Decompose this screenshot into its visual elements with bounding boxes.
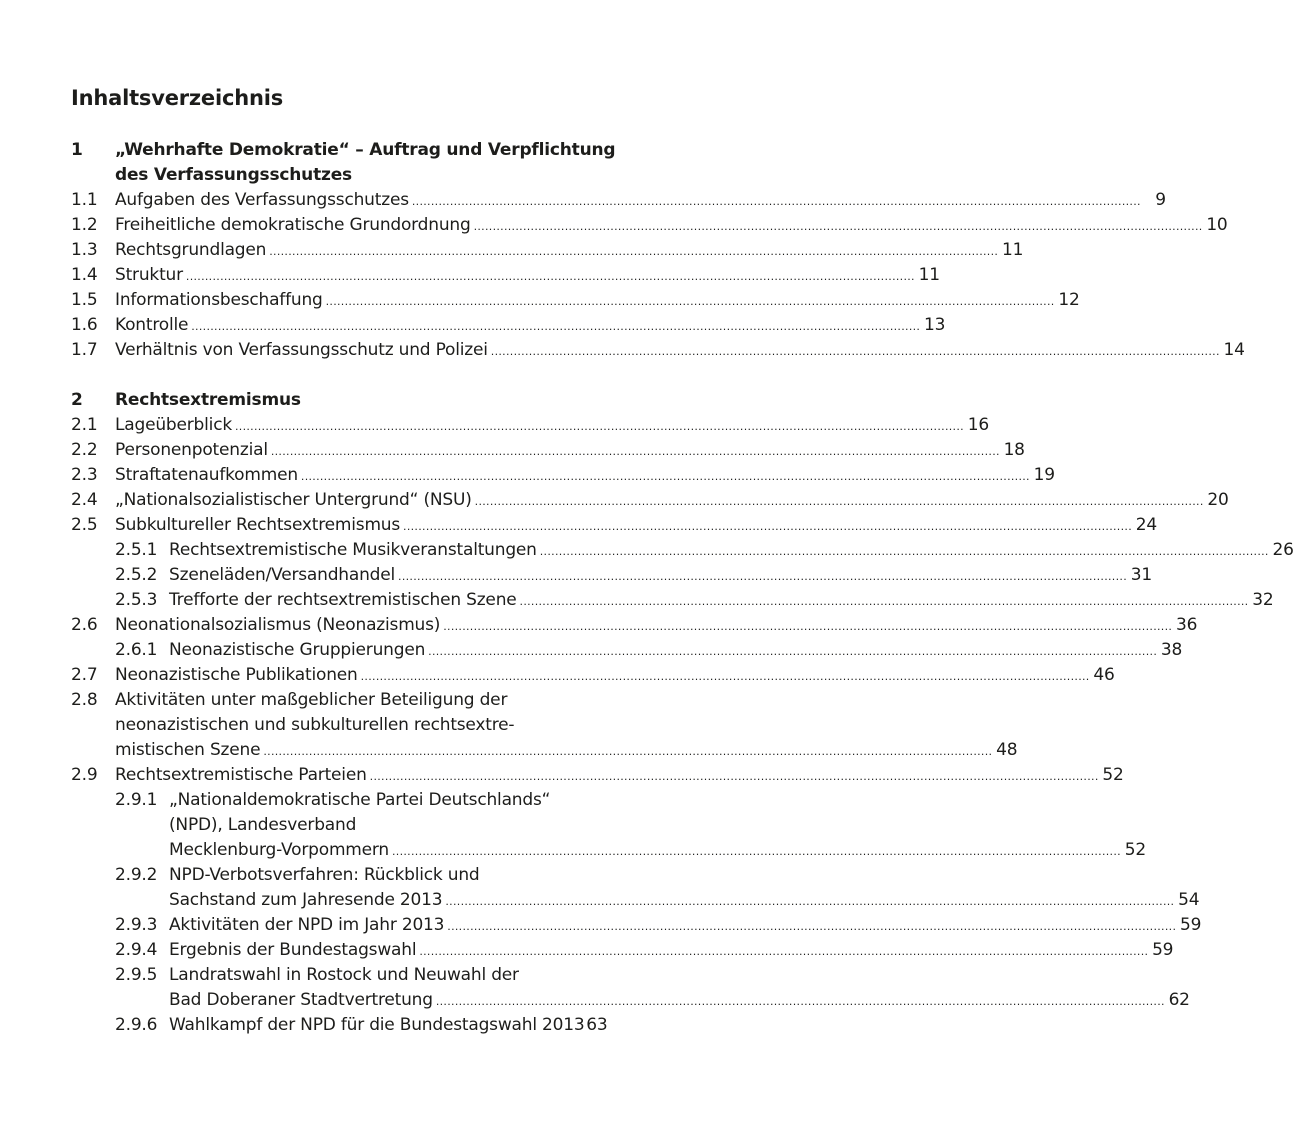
entry-title: Neonationalsozialismus (Neonazismus) — [115, 615, 441, 635]
page-number: 59 — [1180, 915, 1202, 935]
toc-entry[interactable] — [71, 263, 940, 288]
page-number: 59 — [1152, 940, 1174, 960]
entry-number: 1.4 — [71, 265, 98, 285]
entry-title: Ergebnis der Bundestagswahl — [169, 940, 417, 960]
page-number: 16 — [967, 415, 989, 435]
toc-entry[interactable] — [71, 313, 946, 338]
chapter-number: 2 — [71, 390, 83, 410]
page-number: 38 — [1160, 640, 1183, 660]
page-number: 9 — [1155, 190, 1166, 210]
dot-leader — [540, 539, 1269, 564]
entry-title: (NPD), Landesverband — [169, 815, 357, 835]
page-number: 18 — [1003, 440, 1025, 460]
entry-title: Wahlkampf der NPD für die Bundestagswahl 2013 — [169, 1015, 585, 1035]
dot-leader — [436, 989, 1165, 1014]
dot-leader — [191, 314, 920, 339]
toc-entry[interactable] — [71, 238, 1024, 263]
entry-number: 2.9.4 — [115, 940, 158, 960]
toc-entry[interactable] — [71, 613, 1198, 638]
chapter-1-heading-cont — [71, 163, 632, 188]
dot-leader — [475, 489, 1204, 514]
toc-entry[interactable] — [71, 513, 1157, 538]
page-number: 52 — [1124, 840, 1146, 860]
entry-title: Mecklenburg-Vorpommern — [169, 840, 389, 860]
page-number: 13 — [923, 315, 946, 335]
chapter-title: des Verfassungsschutzes — [115, 165, 352, 185]
entry-number: 2.3 — [71, 465, 98, 485]
toc-subentry[interactable] — [71, 538, 1294, 563]
page-number: 11 — [1001, 240, 1024, 260]
entry-number: 2.4 — [71, 490, 98, 510]
chapter-1-heading[interactable] — [71, 138, 632, 163]
dot-leader — [443, 614, 1172, 639]
dot-leader — [419, 939, 1148, 964]
page-number: 46 — [1093, 665, 1115, 685]
toc-entry-cont[interactable] — [71, 738, 1018, 763]
dot-leader — [326, 289, 1055, 314]
dot-leader — [269, 239, 998, 264]
entry-number: 1.1 — [71, 190, 98, 210]
entry-number: 2.5.2 — [115, 565, 158, 585]
entry-title: „Nationalsozialistischer Untergrund“ (NSU) — [115, 490, 472, 510]
entry-number: 2.9.6 — [115, 1015, 158, 1035]
dot-leader — [474, 214, 1203, 239]
toc-entry-cont — [71, 713, 632, 738]
entry-title: neonazistischen und subkulturellen rechtsextre- — [115, 715, 515, 735]
page-number: 63 — [586, 1015, 608, 1035]
toc-subentry-cont — [71, 813, 632, 838]
page-number: 10 — [1206, 215, 1228, 235]
entry-title: Aktivitäten der NPD im Jahr 2013 — [169, 915, 445, 935]
entry-title: NPD-Verbotsverfahren: Rückblick und — [169, 865, 480, 885]
toc-subentry-cont[interactable] — [71, 888, 1200, 913]
entry-title: Neonazistische Gruppierungen — [169, 640, 426, 660]
entry-title: Sachstand zum Jahresende 2013 — [169, 890, 443, 910]
page-number: 20 — [1207, 490, 1229, 510]
entry-title: Subkultureller Rechtsextremismus — [115, 515, 401, 535]
page-number: 31 — [1130, 565, 1152, 585]
entry-number: 2.7 — [71, 665, 98, 685]
entry-title: Aktivitäten unter maßgeblicher Beteiligung der — [115, 690, 508, 710]
dot-leader — [235, 414, 964, 439]
entry-title: Rechtsgrundlagen — [115, 240, 267, 260]
entry-number: 2.9.1 — [115, 790, 158, 810]
toc-subentry[interactable] — [71, 1013, 632, 1038]
toc-subentry-cont[interactable] — [71, 838, 1146, 863]
toc-entry[interactable] — [71, 338, 1245, 363]
entry-title: Straftatenaufkommen — [115, 465, 298, 485]
entry-number: 2.9.3 — [115, 915, 158, 935]
dot-leader — [428, 639, 1157, 664]
page-number: 24 — [1135, 515, 1157, 535]
toc-subentry[interactable] — [71, 938, 1174, 963]
toc-subentry-cont[interactable] — [71, 988, 1190, 1013]
entry-number: 1.7 — [71, 340, 98, 360]
toc-subentry[interactable] — [71, 638, 1183, 663]
page-number: 62 — [1168, 990, 1190, 1010]
entry-title: Personenpotenzial — [115, 440, 268, 460]
toc-entry[interactable] — [71, 463, 1055, 488]
entry-title: Lageüberblick — [115, 415, 232, 435]
page-number: 48 — [996, 740, 1018, 760]
toc-entry[interactable] — [71, 438, 1025, 463]
dot-leader — [361, 664, 1090, 689]
chapter-number: 1 — [71, 140, 83, 160]
toc-entry[interactable] — [71, 288, 1080, 313]
page-number: 19 — [1033, 465, 1055, 485]
entry-title: Rechtsextremistische Parteien — [115, 765, 367, 785]
entry-number: 2.9 — [71, 765, 98, 785]
dot-leader — [301, 464, 1030, 489]
entry-number: 2.6.1 — [115, 640, 158, 660]
entry-title: „Nationaldemokratische Partei Deutschlands“ — [169, 790, 551, 810]
entry-number: 1.5 — [71, 290, 98, 310]
toc-entry[interactable] — [71, 763, 1124, 788]
entry-title: Bad Doberaner Stadtvertretung — [169, 990, 433, 1010]
entry-number: 1.3 — [71, 240, 98, 260]
entry-title: Trefforte der rechtsextremistischen Szene — [169, 590, 517, 610]
entry-title: Neonazistische Publikationen — [115, 665, 358, 685]
entry-title: Informationsbeschaffung — [115, 290, 323, 310]
table-of-contents — [71, 138, 1294, 1038]
page-title: Inhaltsverzeichnis — [71, 86, 284, 110]
toc-entry[interactable] — [71, 488, 1229, 513]
page-number: 11 — [918, 265, 940, 285]
page-number: 26 — [1272, 540, 1294, 560]
entry-title: Kontrolle — [115, 315, 189, 335]
chapter-2-heading[interactable] — [71, 388, 632, 413]
dot-leader — [445, 889, 1174, 914]
toc-entry[interactable] — [71, 188, 1166, 213]
dot-leader — [447, 914, 1176, 939]
toc-entry[interactable] — [71, 663, 1115, 688]
entry-title: Struktur — [115, 265, 183, 285]
entry-number: 1.6 — [71, 315, 98, 335]
page-number: 36 — [1175, 615, 1198, 635]
page-number: 54 — [1178, 890, 1200, 910]
entry-number: 2.6 — [71, 615, 98, 635]
entry-number: 2.2 — [71, 440, 98, 460]
chapter-title: „Wehrhafte Demokratie“ – Auftrag und Verpflichtung — [115, 140, 616, 160]
dot-leader — [398, 564, 1127, 589]
toc-entry[interactable] — [71, 688, 632, 713]
dot-leader — [491, 339, 1220, 364]
dot-leader — [271, 439, 1000, 464]
dot-leader — [520, 589, 1249, 614]
dot-leader — [370, 764, 1099, 789]
dot-leader — [186, 264, 915, 289]
entry-title: Rechtsextremistische Musikveranstaltungen — [169, 540, 537, 560]
toc-subentry[interactable] — [71, 863, 632, 888]
entry-title: Freiheitliche demokratische Grundordnung — [115, 215, 471, 235]
entry-number: 2.5.3 — [115, 590, 158, 610]
dot-leader — [412, 189, 1141, 214]
entry-number: 2.8 — [71, 690, 98, 710]
page-number: 14 — [1223, 340, 1245, 360]
entry-title: Szeneläden/Versandhandel — [169, 565, 396, 585]
page-number: 12 — [1058, 290, 1080, 310]
dot-leader — [392, 839, 1121, 864]
entry-number: 2.5.1 — [115, 540, 158, 560]
entry-number: 2.9.2 — [115, 865, 158, 885]
toc-subentry[interactable] — [71, 788, 632, 813]
entry-title: Verhältnis von Verfassungsschutz und Polizei — [115, 340, 488, 360]
dot-leader — [263, 739, 992, 764]
entry-number: 2.9.5 — [115, 965, 158, 985]
toc-entry[interactable] — [71, 413, 989, 438]
page-number: 52 — [1102, 765, 1124, 785]
page-number: 32 — [1252, 590, 1274, 610]
toc-subentry[interactable] — [71, 963, 632, 988]
toc-subentry[interactable] — [71, 588, 1274, 613]
entry-number: 2.5 — [71, 515, 98, 535]
entry-title: Aufgaben des Verfassungsschutzes — [115, 190, 409, 210]
toc-subentry[interactable] — [71, 563, 1152, 588]
entry-number: 1.2 — [71, 215, 98, 235]
entry-title: Landratswahl in Rostock und Neuwahl der — [169, 965, 519, 985]
toc-subentry[interactable] — [71, 913, 1202, 938]
toc-entry[interactable] — [71, 213, 1228, 238]
dot-leader — [403, 514, 1132, 539]
entry-title: mistischen Szene — [115, 740, 261, 760]
entry-number: 2.1 — [71, 415, 98, 435]
chapter-title: Rechtsextremismus — [115, 390, 301, 410]
